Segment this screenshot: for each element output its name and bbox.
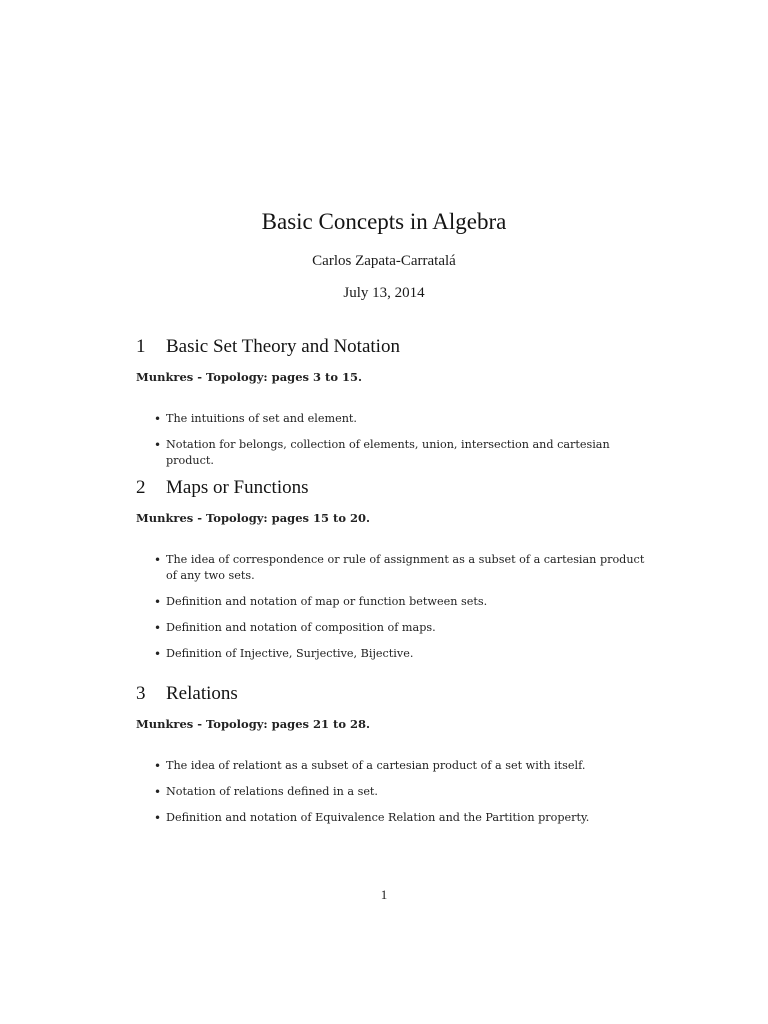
list-item-text: The idea of relationt as a subset of a cartesian product of a set with itself. bbox=[166, 759, 586, 772]
section-number: 2 bbox=[136, 477, 146, 498]
document-date: July 13, 2014 bbox=[343, 285, 425, 301]
bullet-icon: • bbox=[154, 785, 162, 799]
section-number: 3 bbox=[136, 683, 146, 704]
bullet-icon: • bbox=[154, 811, 162, 825]
bullet-icon: • bbox=[154, 553, 162, 567]
list-item bbox=[136, 411, 656, 427]
section-number: 1 bbox=[136, 336, 146, 357]
list-item bbox=[136, 594, 656, 610]
document-title: Basic Concepts in Algebra bbox=[261, 209, 507, 234]
list-item bbox=[136, 552, 656, 584]
list-item-text: The idea of correspondence or rule of assignment as a subset of a cartesian product of any two sets. bbox=[166, 553, 645, 582]
section-2 bbox=[136, 475, 656, 672]
bullet-icon: • bbox=[154, 412, 162, 426]
section-title: Maps or Functions bbox=[166, 477, 309, 498]
list-item-text: Definition and notation of Equivalence Relation and the Partition property. bbox=[166, 811, 590, 824]
list-item-text: The intuitions of set and element. bbox=[166, 412, 357, 425]
list-item-text: Definition and notation of composition of maps. bbox=[166, 621, 436, 634]
list-item-text: Notation for belongs, collection of elements, union, intersection and cartesian product. bbox=[166, 438, 610, 467]
section-1 bbox=[136, 334, 656, 479]
section-3 bbox=[136, 681, 656, 836]
list-item-text: Definition and notation of map or function between sets. bbox=[166, 595, 488, 608]
page-number: 1 bbox=[380, 887, 388, 902]
section-title: Basic Set Theory and Notation bbox=[166, 336, 400, 357]
bullet-icon: • bbox=[154, 438, 162, 452]
section-reference: Munkres - Topology: pages 3 to 15. bbox=[136, 370, 363, 384]
bullet-list bbox=[136, 411, 656, 469]
bullet-list bbox=[136, 552, 656, 662]
list-item bbox=[136, 646, 656, 662]
list-item bbox=[136, 437, 656, 469]
bullet-list bbox=[136, 758, 656, 826]
list-item-text: Definition of Injective, Surjective, Bijective. bbox=[166, 647, 414, 660]
list-item bbox=[136, 784, 656, 800]
list-item bbox=[136, 620, 656, 636]
section-heading bbox=[136, 681, 656, 707]
list-item bbox=[136, 810, 656, 826]
bullet-icon: • bbox=[154, 595, 162, 609]
section-heading bbox=[136, 334, 656, 360]
section-title: Relations bbox=[166, 683, 238, 704]
bullet-icon: • bbox=[154, 759, 162, 773]
section-reference: Munkres - Topology: pages 21 to 28. bbox=[136, 717, 371, 731]
bullet-icon: • bbox=[154, 621, 162, 635]
document-author: Carlos Zapata-Carratalá bbox=[312, 253, 456, 269]
list-item-text: Notation of relations defined in a set. bbox=[166, 785, 378, 798]
list-item bbox=[136, 758, 656, 774]
section-reference: Munkres - Topology: pages 15 to 20. bbox=[136, 511, 371, 525]
bullet-icon: • bbox=[154, 647, 162, 661]
section-heading bbox=[136, 475, 656, 501]
